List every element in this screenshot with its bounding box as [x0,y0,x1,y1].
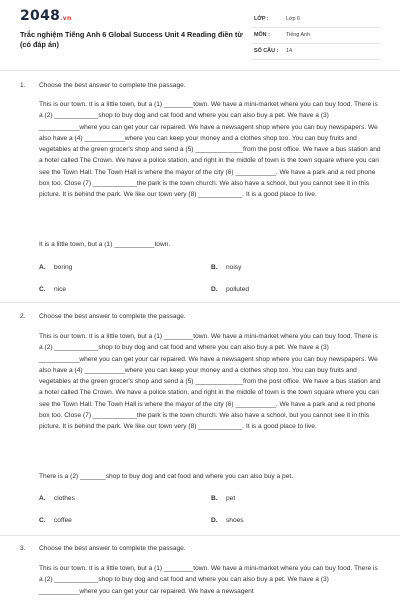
option-text: polluted [226,286,250,293]
question-sentence: It is a little town, but a (1) ___________town. [39,241,171,248]
option-a[interactable] [39,264,72,271]
option-c[interactable] [39,517,72,524]
option-letter: A. [39,495,46,502]
meta-value: 14 [286,48,292,54]
question-number: 1. [20,82,26,89]
meta-label: SỐ CÂU : [254,48,279,54]
meta-row-subject [252,28,380,44]
meta-row-grade [252,12,380,28]
meta-value: Lớp 6 [286,16,301,22]
reading-passage: This is our town. It is a little town, but a (1) ________town. We have a mini-market where you can buy food. There is a (2) ____________shop to buy dog and cat food and where you can also buy a pet. We have a (3) ___________where you can get your car repaired. We have a newsagent shop where you can buy newspapers. We also have a (4) ___________where you can keep your money and a clothes shop too. You can buy fruits and vegetables at the green grocer's shop and send a (5) _____________from the post office. We have a bus station and a hotel called The Crown. We have a police station, and right in the middle of town is the town square where you can see the Town Hall. The Town Hall is where the mayor of the city (6) ___________. We have a park and a red phone box too. Close (7) ____________the park is the town church. We also have a school, but you cannot see it in this picture. It is behind the park. We like our town very (8) ____________. It is a good place to live. [39,101,381,199]
option-text: coffee [54,517,72,524]
option-b[interactable] [211,495,235,502]
option-text: noisy [226,264,242,271]
option-text: nice [54,286,67,293]
reading-passage: This is our town. It is a little town, but a (1) ________town. We have a mini-market where you can buy food. There is a (2) ____________shop to buy dog and cat food and where you can also buy a pet. We have a (3) ___________where you can get your car repaired. We have a newsagent [39,565,378,595]
question-prompt: Choose the best answer to complete the passage. [39,313,186,320]
option-letter: B. [211,495,218,502]
meta-label: MÔN : [254,32,270,38]
option-letter: D. [211,286,218,293]
option-d[interactable] [211,517,244,524]
reading-passage: This is our town. It is a little town, but a (1) ________town. We have a mini-market where you can buy food. There is a (2) ____________shop to buy dog and cat food and where you can also buy a pet. We have a (3) ___________where you can get your car repaired. We have a newsagent shop where you can buy newspapers. We also have a (4) ___________where you can keep your money and a clothes shop too. You can buy fruits and vegetables at the green grocer's shop and send a (5) _____________from the post office. We have a bus station and a hotel called The Crown. We have a police station, and right in the middle of town is the town square where you can see the Town Hall. The Town Hall is where the mayor of the city (6) ___________. We have a park and a red phone box too. Close (7) ____________the park is the town church. We also have a school, but you cannot see it in this picture. It is behind the park. We like our town very (8) ____________. It is a good place to live. [39,333,381,431]
option-letter: A. [39,264,46,271]
question-number: 2. [20,313,26,320]
option-text: pet [226,495,236,502]
question-number: 3. [20,545,26,552]
option-b[interactable] [211,264,241,271]
logo-main: 2048 [20,8,61,24]
meta-label: LỚP : [254,16,269,22]
document-meta [252,12,380,60]
option-a[interactable] [39,495,75,502]
option-text: clothes [54,495,75,502]
option-text: boring [54,264,73,271]
option-letter: B. [211,264,218,271]
site-logo[interactable] [20,8,72,24]
option-letter: C. [39,517,46,524]
divider [0,302,400,303]
question-prompt: Choose the best answer to complete the passage. [39,545,186,552]
option-text: shoes [226,517,244,524]
option-letter: C. [39,286,46,293]
divider [0,70,400,71]
meta-row-count [252,44,380,60]
question-prompt: Choose the best answer to complete the passage. [39,82,186,89]
divider [0,535,400,536]
option-c[interactable] [39,286,66,293]
option-letter: D. [211,517,218,524]
option-d[interactable] [211,286,249,293]
document-title: Trắc nghiệm Tiếng Anh 6 Global Success Unit 4 Reading điền từ (có đáp án) [20,30,243,49]
logo-domain: .vn [60,15,72,22]
question-sentence: There is a (2) _______shop to buy dog and cat food and where you can also buy a pet. [39,473,294,480]
meta-value: Tiếng Anh [286,32,311,38]
page-header [0,0,400,66]
